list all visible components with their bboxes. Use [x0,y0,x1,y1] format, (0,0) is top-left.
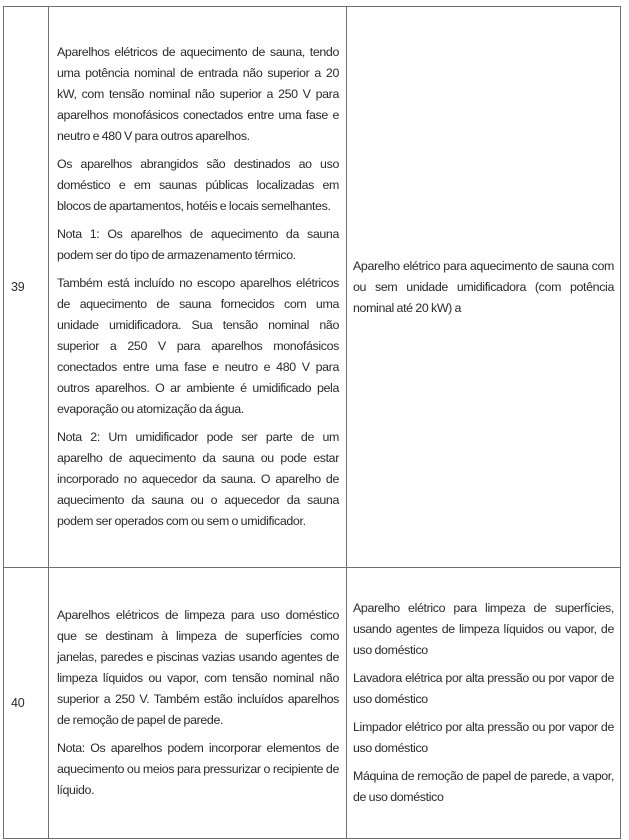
product-item: Limpador elétrico por alta pressão ou por vapor de uso doméstico [353,720,614,755]
item-number: 39 [11,280,25,294]
products-cell [347,7,621,568]
item-number-cell [4,568,49,839]
description-paragraph: Aparelhos elétricos de aquecimento de sauna, tendo uma potência nominal de entrada não superior a 20 kW, com tensão nominal não superior a 250 V para aparelhos monofásicos conectados entre uma fase e neutro e 480 V para outros aparelhos. [57,45,339,143]
product-item: Aparelho elétrico para limpeza de superfícies, usando agentes de limpeza líquidos ou vapor, de uso doméstico [353,601,614,657]
product-item: Lavadora elétrica por alta pressão ou por vapor de uso doméstico [353,671,614,706]
description-paragraph: Os aparelhos abrangidos são destinados ao uso doméstico e em saunas públicas localizadas em blocos de apartamentos, hotéis e locais semelhantes. [57,157,339,213]
description-paragraph: Também está incluído no escopo aparelhos elétricos de aquecimento de sauna fornecidos com uma unidade umidificadora. Sua tensão nominal não superior a 250 V para aparelhos monofásicos conectados entre uma fase e neutro e 480 V para outros aparelhos. O ar ambiente é umidificado pela evaporação ou atomização da água. [57,276,339,416]
product-item: Máquina de remoção de papel de parede, a vapor, de uso doméstico [353,769,614,804]
regulation-table [3,6,621,839]
products-cell [347,568,621,839]
table-row [4,7,621,568]
item-number: 40 [11,696,25,710]
note-paragraph: Nota: Os aparelhos podem incorporar elementos de aquecimento ou meios para pressurizar o recipiente de líquido. [57,741,339,797]
description-paragraph: Aparelhos elétricos de limpeza para uso doméstico que se destinam à limpeza de superfícies como janelas, paredes e piscinas vazias usando agentes de limpeza líquidos ou vapor, com tensão nominal não superior a 250 V. Também estão incluídos aparelhos de remoção de papel de parede. [57,608,339,727]
product-item: Aparelho elétrico para aquecimento de sauna com ou sem unidade umidificadora (com potência nominal até 20 kW) a [353,258,614,315]
table-row [4,568,621,839]
description-cell [49,7,347,568]
description-cell [49,568,347,839]
item-number-cell [4,7,49,568]
note-paragraph: Nota 1: Os aparelhos de aquecimento da sauna podem ser do tipo de armazenamento térmico. [57,227,339,262]
note-paragraph: Nota 2: Um umidificador pode ser parte de um aparelho de aquecimento da sauna ou pode estar incorporado no aquecedor da sauna. O aparelho de aquecimento da sauna ou o aquecedor da sauna podem ser operados com ou sem o umidificador. [57,430,339,528]
